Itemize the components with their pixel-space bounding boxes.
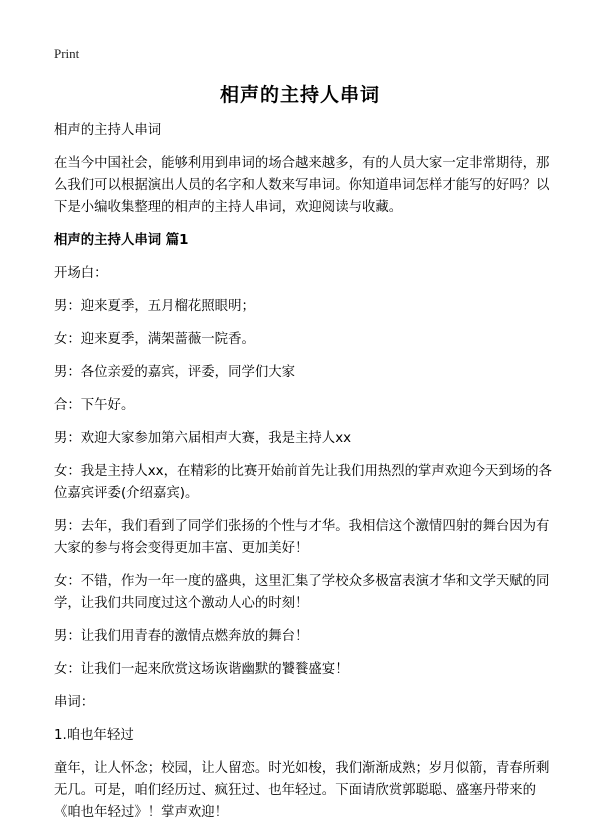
paragraph-intro: 在当今中国社会，能够利用到串词的场合越来越多，有的人员大家一定非常期待，那么我们可以根据演出人员的名字和人数来写串词。你知道串词怎样才能写的好吗？以下是小编收集整理的相声的主持人串词，欢迎阅读与收藏。 (54, 156, 550, 215)
dialogue-line: 女：迎来夏季，满架蔷薇一院香。 (54, 332, 255, 347)
dialogue-line: 男：欢迎大家参加第六届相声大赛，我是主持人xx (54, 431, 352, 446)
dialogue-line: 合：下午好。 (54, 398, 135, 413)
paragraph-item-title: 1.咱也年轻过 (54, 728, 134, 743)
dialogue-line: 男：让我们用青春的激情点燃奔放的舞台！ (54, 629, 309, 644)
document-title: 相声的主持人串词 (219, 84, 380, 106)
section-heading: 相声的主持人串词 篇1 (54, 233, 189, 248)
paragraph-subtitle: 相声的主持人串词 (54, 123, 162, 138)
print-label: Print (54, 46, 80, 61)
dialogue-line: 男：各位亲爱的嘉宾，评委，同学们大家 (54, 365, 296, 380)
paragraph-opening-label: 开场白： (54, 266, 108, 281)
dialogue-line: 女：我是主持人xx，在精彩的比赛开始前首先让我们用热烈的掌声欢迎今天到场的各位嘉宾评委(介绍嘉宾)。 (54, 464, 552, 501)
dialogue-line: 男：迎来夏季，五月榴花照眼明； (54, 299, 255, 314)
dialogue-line: 女：不错，作为一年一度的盛典，这里汇集了学校众多极富表演才华和文学天赋的同学，让我们共同度过这个激动人心的时刻！ (54, 574, 550, 611)
dialogue-line: 女：让我们一起来欣赏这场诙谐幽默的饕餮盛宴！ (54, 662, 349, 677)
paragraph-interlude-label: 串词： (54, 695, 95, 710)
paragraph-item-body: 童年，让人怀念；校园，让人留恋。时光如梭，我们渐渐成熟；岁月似箭，青春所剩无几。可是，咱们经历过、疯狂过、也年轻过。下面请欣赏郭聪聪、盛塞丹带来的《咱也年轻过》！掌声欢迎！ (54, 761, 550, 820)
document-body (54, 120, 554, 835)
dialogue-line: 男：去年，我们看到了同学们张扬的个性与才华。我相信这个激情四射的舞台因为有大家的参与将会变得更加丰富、更加美好！ (54, 519, 550, 556)
